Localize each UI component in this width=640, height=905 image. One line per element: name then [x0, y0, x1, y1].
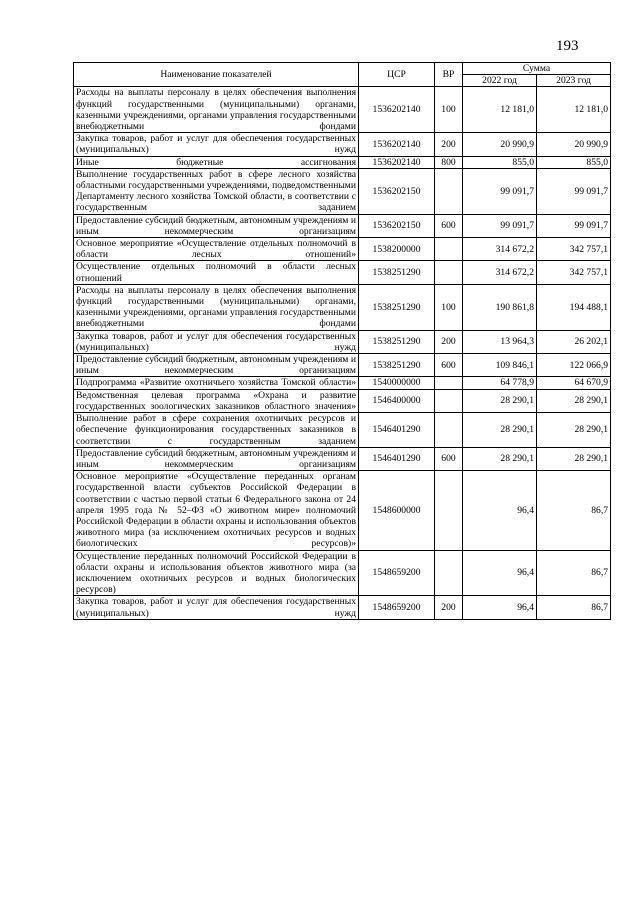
header-csr: ЦСР: [359, 63, 435, 87]
row-sum-2022-cell: 28 290,1: [463, 413, 537, 448]
row-name-cell: Закупка товаров, работ и услуг для обеспечения государственных (муниципальных) нужд: [74, 596, 359, 619]
row-sum-2023-cell: 194 488,1: [537, 284, 611, 330]
row-name-cell: Расходы на выплаты персоналу в целях обеспечения выполнения функций государственными (муниципальными) органами, казенными учреждениями, органами управления государственными внебюджетными фондами: [74, 284, 359, 330]
row-sum-2023-cell: 28 290,1: [537, 447, 611, 470]
row-csr-cell: 1546401290: [359, 447, 435, 470]
page-number: 193: [556, 38, 579, 54]
row-csr-cell: 1540000000: [359, 377, 435, 389]
table-row: [74, 471, 611, 550]
row-name-cell: Подпрограмма «Развитие охотничьего хозяйства Томской области»: [74, 377, 359, 389]
row-sum-2023-cell: 28 290,1: [537, 413, 611, 448]
table-row: [74, 377, 611, 389]
row-sum-2022-cell: 314 672,2: [463, 238, 537, 261]
table-row: [74, 413, 611, 448]
table-row: [74, 596, 611, 619]
row-sum-2022-cell: 13 964,3: [463, 330, 537, 353]
row-vr-cell: 100: [435, 87, 463, 133]
table-row: [74, 238, 611, 261]
row-sum-2022-cell: 64 778,9: [463, 377, 537, 389]
row-name-cell: Выполнение государственных работ в сфере лесного хозяйства областными государственными учреждениями, подведомственными Департаменту лесного хозяйства Томской области, в соответствии с государственным заданием: [74, 168, 359, 214]
row-vr-cell: 200: [435, 133, 463, 156]
table-row: [74, 156, 611, 168]
table-row: [74, 133, 611, 156]
row-sum-2023-cell: 86,7: [537, 550, 611, 596]
row-csr-cell: 1536202140: [359, 87, 435, 133]
row-csr-cell: 1538251290: [359, 261, 435, 284]
row-sum-2023-cell: 28 290,1: [537, 389, 611, 412]
row-sum-2022-cell: 28 290,1: [463, 389, 537, 412]
row-name-cell: Предоставление субсидий бюджетным, автономным учреждениям и иным некоммерческим организациям: [74, 447, 359, 470]
row-name-cell: Осуществление переданных полномочий Российской Федерации в области охраны и использования объектов животного мира (за исключением охотничьих ресурсов и водных биологических ресурсов): [74, 550, 359, 596]
row-sum-2023-cell: 20 990,9: [537, 133, 611, 156]
row-csr-cell: 1548659200: [359, 550, 435, 596]
header-vr: ВР: [435, 63, 463, 87]
row-vr-cell: [435, 389, 463, 412]
row-csr-cell: 1538251290: [359, 330, 435, 353]
row-name-cell: Иные бюджетные ассигнования: [74, 156, 359, 168]
row-vr-cell: [435, 261, 463, 284]
row-vr-cell: [435, 471, 463, 550]
row-vr-cell: 800: [435, 156, 463, 168]
row-vr-cell: [435, 238, 463, 261]
row-vr-cell: 600: [435, 354, 463, 377]
row-sum-2022-cell: 28 290,1: [463, 447, 537, 470]
row-sum-2023-cell: 99 091,7: [537, 214, 611, 237]
row-csr-cell: 1536202150: [359, 168, 435, 214]
row-sum-2023-cell: 86,7: [537, 596, 611, 619]
header-sum: Сумма: [463, 63, 611, 75]
table-row: [74, 168, 611, 214]
table-row: [74, 330, 611, 353]
row-name-cell: Ведомственная целевая программа «Охрана и развитие государственных зоологических заказников областного значения»: [74, 389, 359, 412]
table-row: [74, 389, 611, 412]
row-vr-cell: [435, 168, 463, 214]
row-sum-2022-cell: 20 990,9: [463, 133, 537, 156]
row-name-cell: Закупка товаров, работ и услуг для обеспечения государственных (муниципальных) нужд: [74, 330, 359, 353]
table-row: [74, 87, 611, 133]
row-name-cell: Предоставление субсидий бюджетным, автономным учреждениям и иным некоммерческим организациям: [74, 354, 359, 377]
row-sum-2023-cell: 64 670,9: [537, 377, 611, 389]
row-vr-cell: [435, 550, 463, 596]
row-name-cell: Основное мероприятие «Осуществление отдельных полномочий в области лесных отношений»: [74, 238, 359, 261]
budget-table: [73, 62, 611, 620]
row-csr-cell: 1538251290: [359, 354, 435, 377]
row-sum-2022-cell: 855,0: [463, 156, 537, 168]
row-sum-2022-cell: 99 091,7: [463, 168, 537, 214]
row-csr-cell: 1548600000: [359, 471, 435, 550]
row-sum-2023-cell: 855,0: [537, 156, 611, 168]
row-sum-2022-cell: 109 846,1: [463, 354, 537, 377]
row-vr-cell: 200: [435, 596, 463, 619]
table-row: [74, 284, 611, 330]
row-sum-2023-cell: 86,7: [537, 471, 611, 550]
row-sum-2022-cell: 12 181,0: [463, 87, 537, 133]
row-sum-2023-cell: 122 066,9: [537, 354, 611, 377]
row-csr-cell: 1538251290: [359, 284, 435, 330]
row-sum-2022-cell: 190 861,8: [463, 284, 537, 330]
row-name-cell: Расходы на выплаты персоналу в целях обеспечения выполнения функций государственными (муниципальными) органами, казенными учреждениями, органами управления государственными внебюджетными фондами: [74, 87, 359, 133]
row-sum-2022-cell: 96,4: [463, 596, 537, 619]
table-row: [74, 550, 611, 596]
table-row: [74, 214, 611, 237]
table-body: [74, 87, 611, 619]
table-header: [74, 63, 611, 87]
header-year-2022: 2022 год: [463, 75, 537, 87]
row-sum-2022-cell: 99 091,7: [463, 214, 537, 237]
row-csr-cell: 1536202140: [359, 133, 435, 156]
row-sum-2023-cell: 12 181,0: [537, 87, 611, 133]
row-sum-2023-cell: 342 757,1: [537, 238, 611, 261]
row-name-cell: Осуществление отдельных полномочий в области лесных отношений: [74, 261, 359, 284]
table-row: [74, 354, 611, 377]
row-name-cell: Выполнение работ в сфере сохранения охотничьих ресурсов и обеспечение функционирования государственных заказников в соответствии с государственным заданием: [74, 413, 359, 448]
row-csr-cell: 1546401290: [359, 413, 435, 448]
row-sum-2022-cell: 96,4: [463, 550, 537, 596]
row-csr-cell: 1548659200: [359, 596, 435, 619]
row-name-cell: Предоставление субсидий бюджетным, автономным учреждениям и иным некоммерческим организациям: [74, 214, 359, 237]
row-csr-cell: 1536202150: [359, 214, 435, 237]
row-csr-cell: 1538200000: [359, 238, 435, 261]
row-sum-2023-cell: 342 757,1: [537, 261, 611, 284]
row-csr-cell: 1546400000: [359, 389, 435, 412]
row-sum-2022-cell: 96,4: [463, 471, 537, 550]
row-vr-cell: [435, 413, 463, 448]
row-vr-cell: [435, 377, 463, 389]
header-name: Наименование показателей: [74, 63, 359, 87]
row-sum-2022-cell: 314 672,2: [463, 261, 537, 284]
row-csr-cell: 1536202140: [359, 156, 435, 168]
header-year-2023: 2023 год: [537, 75, 611, 87]
row-vr-cell: 600: [435, 214, 463, 237]
row-sum-2023-cell: 26 202,1: [537, 330, 611, 353]
table-row: [74, 261, 611, 284]
row-vr-cell: 200: [435, 330, 463, 353]
row-name-cell: Закупка товаров, работ и услуг для обеспечения государственных (муниципальных) нужд: [74, 133, 359, 156]
row-name-cell: Основное мероприятие «Осуществление переданных органам государственной власти субъектов Российской Федерации в соответствии с частью первой статьи 6 Федерального закона от 24 апреля 1995 года № 52–ФЗ «О животном мире» полномочий Российской Федерации в области охраны и использования объектов животного мира (за исключением охотничьих ресурсов и водных биологических ресурсов)»: [74, 471, 359, 550]
table-row: [74, 447, 611, 470]
row-sum-2023-cell: 99 091,7: [537, 168, 611, 214]
row-vr-cell: 100: [435, 284, 463, 330]
row-vr-cell: 600: [435, 447, 463, 470]
